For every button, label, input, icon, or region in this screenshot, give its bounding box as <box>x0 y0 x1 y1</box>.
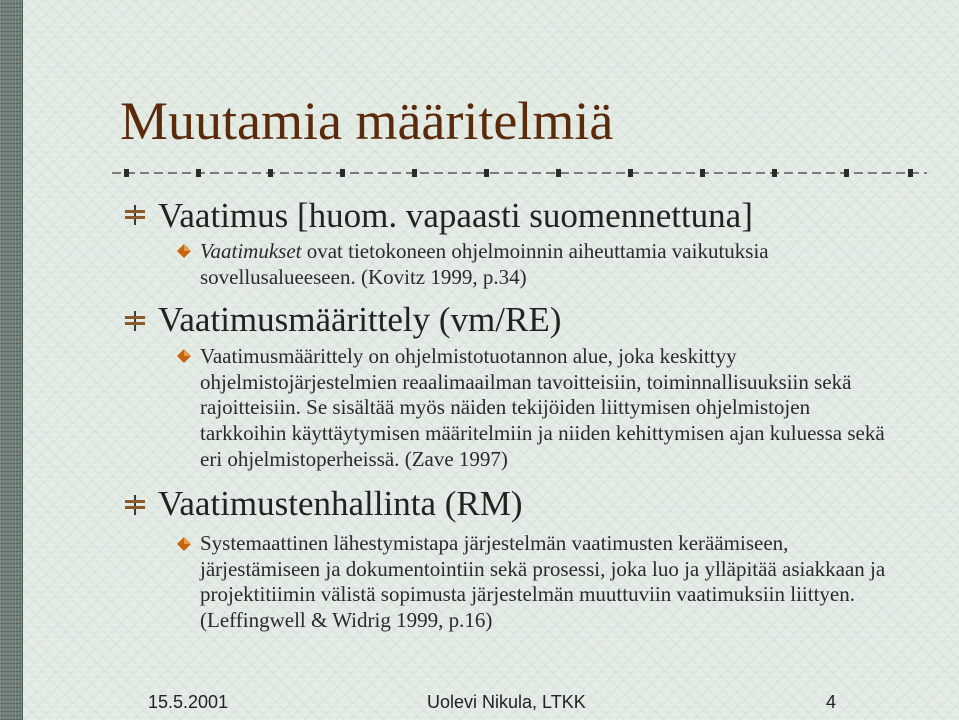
section-heading-vaatimusmaarittely: Vaatimusmäärittely (vm/RE) <box>158 300 562 339</box>
diamond-bullet-icon <box>176 348 192 364</box>
plank-bullet-icon <box>124 204 146 226</box>
footer-author: Uolevi Nikula, LTKK <box>427 692 586 712</box>
slide-title: Muutamia määritelmiä <box>120 91 614 151</box>
footer-page-number: 4 <box>826 692 837 712</box>
plank-bullet-icon <box>124 310 146 332</box>
diamond-bullet-icon <box>176 536 192 552</box>
stitched-divider-icon <box>112 166 927 180</box>
definition-text <box>200 239 890 290</box>
emphasized-term: Vaatimukset <box>200 239 302 263</box>
section-heading-vaatimustenhallinta: Vaatimustenhallinta (RM) <box>158 484 523 523</box>
section-heading-vaatimus: Vaatimus [huom. vapaasti suomennettuna] <box>158 196 753 235</box>
plank-bullet-icon <box>124 494 146 516</box>
definition-body: ovat tietokoneen ohjelmoinnin aiheuttamia vaikutuksia sovellusalueeseen. (Kovitz 1999, p.34) <box>200 239 769 289</box>
definition-text: Systemaattinen lähestymistapa järjestelmän vaatimusten keräämiseen, järjestämiseen ja dokumentointiin sekä prosessi, joka luo ja ylläpitää asiakkaan ja projektitiimin välistä sopimusta järjestelmän muuttuviin vaatimuksiin liittyen. (Leffingwell & Widrig 1999, p.16) <box>200 531 886 633</box>
diamond-bullet-icon <box>176 243 192 259</box>
left-decorative-bar <box>0 0 23 720</box>
footer-date: 15.5.2001 <box>148 692 229 712</box>
definition-text: Vaatimusmäärittely on ohjelmistotuotannon alue, joka keskittyy ohjelmistojärjestelmien reaalimaailman tavoitteisiin, toiminnallisuuksiin sekä rajoitteisiin. Se sisältää myös näiden tekijöiden liittymisen ohjelmistojen tarkkoihin käyttäytymisen määritelmiin ja niiden kehittymisen ajan kuluessa sekä eri ohjelmistoperheissä. (Zave 1997) <box>200 344 885 471</box>
